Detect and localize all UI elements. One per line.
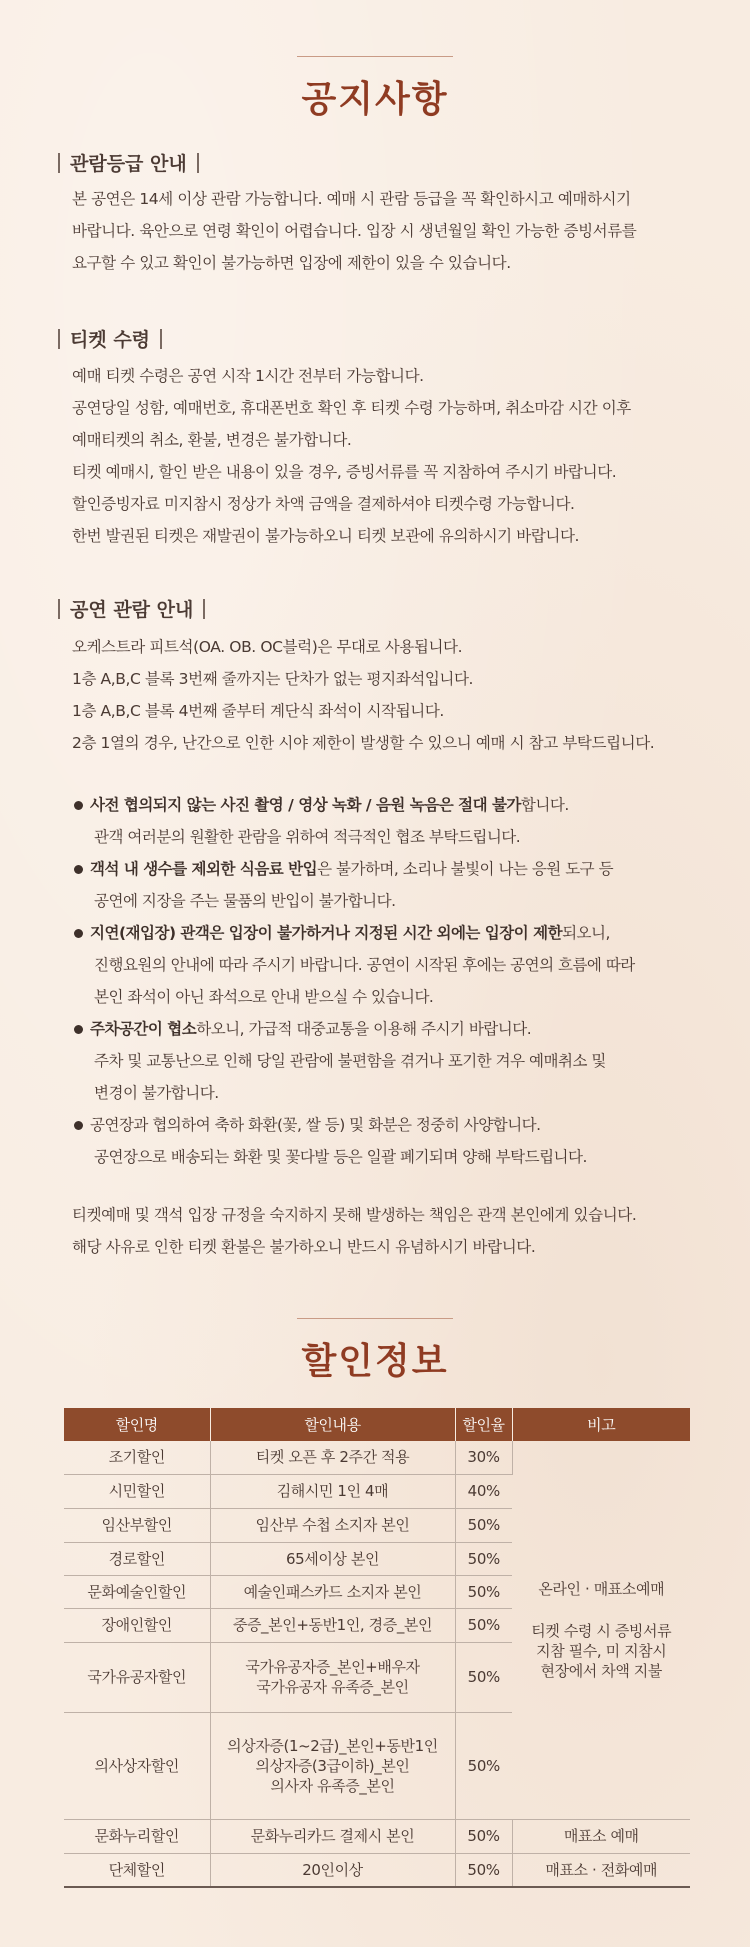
discount-content: 국가유공자증_본인+배우자 국가유공자 유족증_본인 — [210, 1642, 455, 1712]
discount-name: 장애인할인 — [64, 1608, 210, 1642]
section-title-viewing: 공연 관람 안내 — [58, 595, 205, 622]
discount-name: 시민할인 — [64, 1474, 210, 1508]
bullet-icon — [74, 1121, 83, 1130]
discount-note-culture: 매표소 예매 — [512, 1819, 690, 1853]
section-body-rating: 본 공연은 14세 이상 관람 가능합니다. 예매 시 관람 등급을 꼭 확인하시고 예매하시기 바랍니다. 육안으로 연령 확인이 어렵습니다. 입장 시 생년월일 확인 가능한 증빙서류를 요구할 수 있고 확인이 불가능하면 입장에 제한이 있을 수 있습니다. — [72, 190, 637, 272]
discount-rate: 50% — [455, 1542, 512, 1575]
discount-rate: 50% — [455, 1819, 512, 1853]
discount-content: 예술인패스카드 소지자 본인 — [210, 1575, 455, 1608]
notice-closing: 티켓예매 및 객석 입장 규정을 숙지하지 못해 발생하는 책임은 관객 본인에게 있습니다. 해당 사유로 인한 티켓 환불은 불가하오니 반드시 유념하시기 바랍니다. — [72, 1206, 637, 1256]
discount-note-group: 매표소 · 전화예매 — [512, 1853, 690, 1887]
discount-rate: 50% — [455, 1575, 512, 1608]
discount-note-main: 온라인 · 매표소예매 티켓 수령 시 증빙서류 지참 필수, 미 지참시 현장에서 차액 지불 — [512, 1441, 690, 1819]
section-title-rating: 관람등급 안내 — [58, 149, 199, 176]
discount-table — [64, 1408, 690, 1888]
discount-name: 문화예술인할인 — [64, 1575, 210, 1608]
heading-rule — [297, 1318, 453, 1319]
discount-content: 20인이상 — [210, 1853, 455, 1887]
table-header-row — [64, 1408, 690, 1441]
discount-name: 조기할인 — [64, 1441, 210, 1474]
discount-name: 국가유공자할인 — [64, 1642, 210, 1712]
bullet-item: 공연장과 협의하여 축하 화환(꽃, 쌀 등) 및 화분은 정중히 사양합니다. — [76, 1109, 716, 1141]
bullet-item: 사전 협의되지 않는 사진 촬영 / 영상 녹화 / 음원 녹음은 절대 불가합니다. — [76, 789, 716, 821]
discount-name: 경로할인 — [64, 1542, 210, 1575]
bullet-icon — [74, 801, 83, 810]
section-title-ticket: 티켓 수령 — [58, 325, 162, 352]
bullet-icon — [74, 1025, 83, 1034]
discount-name: 의사상자할인 — [64, 1712, 210, 1819]
discount-rate: 50% — [455, 1608, 512, 1642]
section-body-viewing: 오케스트라 피트석(OA. OB. OC블럭)은 무대로 사용됩니다. 1층 A,B,C 블록 3번째 줄까지는 단차가 없는 평지좌석입니다. 1층 A,B,C 블록 4번째 줄부터 계단식 좌석이 시작됩니다. 2층 1열의 경우, 난간으로 인한 시야 제한이 발생할 수 있으니 예매 시 참고 부탁드립니다. — [72, 638, 655, 752]
discount-rate: 40% — [455, 1474, 512, 1508]
table-row — [64, 1853, 690, 1887]
discount-content: 티켓 오픈 후 2주간 적용 — [210, 1441, 455, 1474]
table-row — [64, 1819, 690, 1853]
discount-content: 문화누리카드 결제시 본인 — [210, 1819, 455, 1853]
section-body-ticket: 예매 티켓 수령은 공연 시작 1시간 전부터 가능합니다. 공연당일 성함, 예매번호, 휴대폰번호 확인 후 티켓 수령 가능하며, 취소마감 시간 이후 예매티켓의 취소, 환불, 변경은 불가합니다. 티켓 예매시, 할인 받은 내용이 있을 경우, 증빙서류를 꼭 지참하여 주시기 바랍니다. 할인증빙자료 미지참시 정상가 차액 금액을 결제하셔야 티켓수령 가능합니다. 한번 발권된 티켓은 재발권이 불가능하오니 티켓 보관에 유의하시기 바랍니다. — [72, 367, 631, 545]
bullet-item: 지연(재입장) 관객은 입장이 불가하거나 지정된 시간 외에는 입장이 제한되오니, — [76, 917, 716, 949]
discount-rate: 30% — [455, 1441, 512, 1474]
discount-heading-block — [0, 1318, 750, 1384]
table-header-cell: 비고 — [512, 1408, 690, 1441]
bullet-icon — [74, 865, 83, 874]
notice-heading-block — [0, 56, 750, 122]
table-header-cell: 할인명 — [64, 1408, 210, 1441]
notice-title: 공지사항 — [301, 78, 449, 120]
heading-rule — [297, 56, 453, 57]
discount-rate: 50% — [455, 1853, 512, 1887]
discount-content: 김해시민 1인 4매 — [210, 1474, 455, 1508]
discount-rate: 50% — [455, 1508, 512, 1542]
bullet-item: 객석 내 생수를 제외한 식음료 반입은 불가하며, 소리나 불빛이 나는 응원 도구 등 — [76, 853, 716, 885]
discount-name: 단체할인 — [64, 1853, 210, 1887]
discount-content: 의상자증(1~2급)_본인+동반1인 의상자증(3급이하)_본인 의사자 유족증_본인 — [210, 1712, 455, 1819]
notice-bullet-list: 사전 협의되지 않는 사진 촬영 / 영상 녹화 / 음원 녹음은 절대 불가합니다. 관객 여러분의 원활한 관람을 위하여 적극적인 협조 부탁드립니다. 객석 내 생수를 제외한 식음료 반입은 불가하며, 소리나 불빛이 나는 응원 도구 등 공연에 지장을 주는 물품의 반입이 불가합니다. 지연(재입장) 관객은 입장이 불가하거나 지정된 시간 외에는 입장이 제한되오니, 진행요원의 안내에 따라 주시기 바랍니다. 공연이 시작된 후에는 공연의 흐름에 따라 본인 좌석이 아닌 좌석으로 안내 받으실 수 있습니다. 주차공간이 협소하오니, 가급적 대중교통을 이용해 주시기 바랍니다. 주차 및 교통난으로 인해 당일 관람에 불편함을 겪거나 포기한 겨우 예매취소 및 변경이 불가합니다. 공연장과 협의하여 축하 화환(꽃, 쌀 등) 및 화분은 정중히 사양합니다. 공연장으로 배송되는 화환 및 꽃다발 등은 일괄 폐기되며 양해 부탁드립니다. — [76, 789, 716, 1173]
bullet-item: 주차공간이 협소하오니, 가급적 대중교통을 이용해 주시기 바랍니다. — [76, 1013, 716, 1045]
discount-rate: 50% — [455, 1712, 512, 1819]
table-header-cell: 할인내용 — [210, 1408, 455, 1441]
bullet-icon — [74, 929, 83, 938]
discount-content: 65세이상 본인 — [210, 1542, 455, 1575]
table-row — [64, 1441, 690, 1474]
discount-title: 할인정보 — [301, 1340, 449, 1382]
discount-rate: 50% — [455, 1642, 512, 1712]
table-header-cell: 할인율 — [455, 1408, 512, 1441]
discount-name: 문화누리할인 — [64, 1819, 210, 1853]
discount-content: 임산부 수첩 소지자 본인 — [210, 1508, 455, 1542]
discount-content: 중증_본인+동반1인, 경증_본인 — [210, 1608, 455, 1642]
discount-name: 임산부할인 — [64, 1508, 210, 1542]
